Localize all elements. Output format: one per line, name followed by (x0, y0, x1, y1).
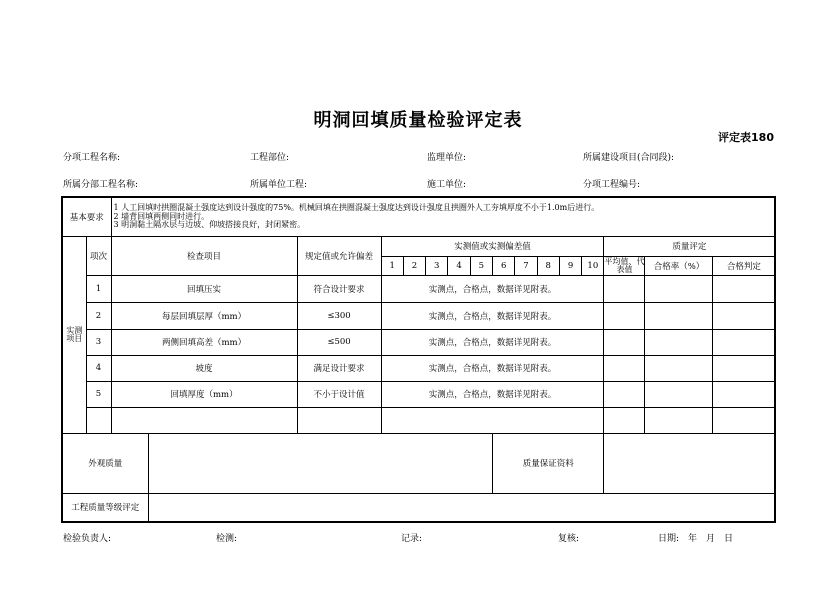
footer-recorder: 记录: (401, 534, 423, 544)
row-avg[interactable] (604, 302, 645, 329)
header-rate: 合格率（%） (645, 256, 713, 275)
basic-line: 2 墙背回填两侧同时进行。 (113, 211, 210, 221)
row-measured: 实测点，合格点，数据详见附表。 (381, 329, 604, 355)
assurance-content[interactable] (604, 433, 775, 493)
row-item: 两侧回填高差（mm） (111, 329, 297, 355)
point-10: 10 (582, 256, 604, 275)
row-judge[interactable] (713, 381, 775, 407)
empty-cell[interactable] (645, 407, 713, 433)
appearance-row (62, 433, 775, 493)
row-item: 坡度 (111, 355, 297, 381)
header-judge: 合格判定 (713, 256, 775, 275)
row-judge[interactable] (713, 329, 775, 355)
row-judge[interactable] (713, 302, 775, 329)
point-6: 6 (493, 256, 515, 275)
header-no: 项次 (86, 236, 111, 275)
row-item: 回填厚度（mm） (111, 381, 297, 407)
point-8: 8 (537, 256, 559, 275)
row-spec: 符合设计要求 (297, 275, 381, 302)
row-item: 每层回填层厚（mm） (111, 302, 297, 329)
row-spec: 不小于设计值 (297, 381, 381, 407)
row-avg[interactable] (604, 355, 645, 381)
basic-label: 基本要求 (62, 197, 111, 236)
info-location: 工程部位: (250, 153, 290, 163)
info-contractor: 施工单位: (427, 180, 467, 190)
basic-content (111, 197, 775, 236)
grade-row (62, 493, 775, 522)
info-division: 所属分部工程名称: (63, 180, 139, 190)
row-rate[interactable] (645, 329, 713, 355)
header-measured: 实测值或实测偏差值 (381, 236, 604, 256)
row-avg[interactable] (604, 381, 645, 407)
info-project-name: 分项工程名称: (63, 153, 121, 163)
footer-inspector: 检验负责人: (63, 534, 112, 544)
page-title: 明洞回填质量检验评定表 (313, 110, 523, 131)
row-item: 回填压实 (111, 275, 297, 302)
row-measured: 实测点，合格点，数据详见附表。 (381, 381, 604, 407)
row-rate[interactable] (645, 275, 713, 302)
evaluation-table (61, 196, 776, 523)
row-no: 4 (86, 355, 111, 381)
section-label: 实测项目 (62, 236, 86, 433)
header-avg: 平均值、代表值 (604, 256, 645, 274)
row-avg[interactable] (604, 329, 645, 355)
row-spec: ≤300 (297, 302, 381, 329)
grade-label: 工程质量等级评定 (62, 493, 148, 522)
row-rate[interactable] (645, 355, 713, 381)
appearance-content[interactable] (148, 433, 492, 493)
basic-line: 3 明洞黏土隔水层与边坡、仰坡搭接良好，封闭紧密。 (113, 220, 306, 229)
header-row (62, 236, 775, 256)
info-supervisor: 监理单位: (427, 153, 467, 163)
row-measured: 实测点，合格点，数据详见附表。 (381, 275, 604, 302)
info-unit: 所属单位工程: (250, 180, 308, 190)
row-spec: 满足设计要求 (297, 355, 381, 381)
table-row (62, 329, 775, 355)
empty-cell[interactable] (713, 407, 775, 433)
point-9: 9 (559, 256, 581, 275)
empty-cell[interactable] (111, 407, 297, 433)
row-rate[interactable] (645, 381, 713, 407)
row-judge[interactable] (713, 275, 775, 302)
footer-date: 日期: 年 月 日 (658, 534, 734, 544)
row-no: 2 (86, 302, 111, 329)
row-no: 5 (86, 381, 111, 407)
point-2: 2 (403, 256, 425, 275)
grade-content[interactable] (148, 493, 775, 522)
empty-cell[interactable] (381, 407, 604, 433)
point-3: 3 (426, 256, 448, 275)
empty-cell[interactable] (297, 407, 381, 433)
table-row (62, 355, 775, 381)
row-judge[interactable] (713, 355, 775, 381)
table-row (62, 381, 775, 407)
point-1: 1 (381, 256, 403, 275)
basic-requirements-row (62, 197, 775, 236)
row-measured: 实测点，合格点，数据详见附表。 (381, 302, 604, 329)
row-no: 1 (86, 275, 111, 302)
info-contract: 所属建设项目(合同段): (583, 153, 675, 163)
point-7: 7 (515, 256, 537, 275)
table-row (62, 302, 775, 329)
form-number: 评定表180 (718, 131, 774, 144)
appearance-label: 外观质量 (62, 433, 148, 493)
basic-line: 1 人工回填时拱圈混凝土强度达到设计强度的75%。机械回填在拱圈混凝土强度达到设计强度且拱圈外人工夯填厚度不小于1.0m后进行。 (113, 203, 600, 212)
footer-tester: 检测: (216, 534, 238, 544)
assurance-label: 质量保证资料 (493, 433, 604, 493)
header-item: 检查项目 (111, 236, 297, 275)
footer-reviewer: 复核: (558, 534, 580, 544)
empty-cell[interactable] (86, 407, 111, 433)
header-quality: 质量评定 (604, 236, 775, 256)
table-row (62, 275, 775, 302)
point-5: 5 (470, 256, 492, 275)
row-spec: ≤500 (297, 329, 381, 355)
empty-cell[interactable] (604, 407, 645, 433)
header-spec: 规定值或允许偏差 (297, 236, 381, 275)
row-rate[interactable] (645, 302, 713, 329)
info-number: 分项工程编号: (583, 180, 641, 190)
row-avg[interactable] (604, 275, 645, 302)
row-measured: 实测点，合格点，数据详见附表。 (381, 355, 604, 381)
point-4: 4 (448, 256, 470, 275)
row-no: 3 (86, 329, 111, 355)
table-row-empty (62, 407, 775, 433)
